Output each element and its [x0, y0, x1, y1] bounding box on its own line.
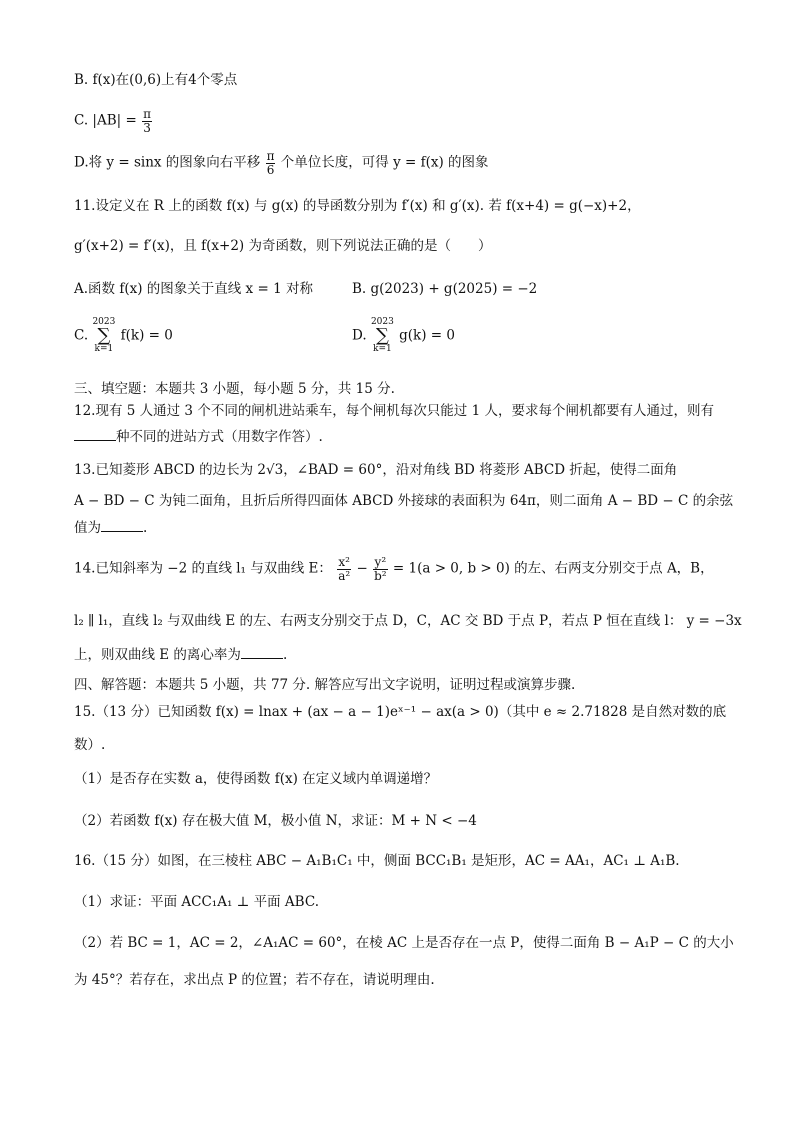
summation-lower: k=1 [94, 344, 114, 354]
q16-part2-line2: 为 45°？若存在，求出点 P 的位置；若不存在，请说明理由. [74, 972, 435, 988]
q11-option-c-label: C. [74, 327, 89, 344]
q14-line2: l₂ ∥ l₁，直线 l₂ 与双曲线 E 的左、右两支分别交于点 D，C，AC 交 BD 于点 P，若点 P 恒在直线 l： y = −3x [74, 613, 742, 629]
q14-line1 [74, 556, 714, 582]
fraction-denominator: a² [338, 568, 351, 583]
q12-line1: 12.现有 5 人通过 3 个不同的闸机进站乘车，每个闸机每次只能过 1 人，要求每个闸机都要有人通过，则有 [74, 403, 714, 419]
fraction-numerator: y² [374, 555, 387, 569]
q12-line2-text: 种不同的进站方式（用数字作答）. [116, 429, 323, 445]
section-3-heading: 三、填空题：本题共 3 小题，每小题 5 分，共 15 分. [74, 381, 395, 397]
q11-option-d [352, 318, 455, 354]
q12-line2 [74, 428, 323, 446]
answer-blank[interactable] [74, 428, 116, 441]
q11-option-b: B. g(2023) + g(2025) = −2 [352, 281, 538, 297]
fraction-numerator: π [143, 107, 151, 121]
q10-option-d-suffix: 个单位长度，可得 y = f(x) 的图象 [280, 154, 489, 171]
q16-line1: 16.（15 分）如图，在三棱柱 ABC − A₁B₁C₁ 中，侧面 BCC₁B₁ 是矩形，AC = AA₁，AC₁ ⊥ A₁B. [74, 853, 680, 869]
q11-option-c [74, 318, 173, 354]
answer-blank[interactable] [241, 646, 283, 659]
fraction-denominator: 3 [143, 120, 151, 135]
q15-line1: 15.（13 分）已知函数 f(x) = lnax + (ax − a − 1)eˣ⁻¹ − ax(a > 0)（其中 e ≈ 2.71828 是自然对数的底 [74, 704, 727, 720]
q11-stem-line2: g′(x+2) = f′(x)，且 f(x+2) 为奇函数，则下列说法正确的是（ ） [74, 238, 492, 254]
sigma-icon: ∑ [375, 325, 389, 346]
fraction [337, 556, 351, 582]
summation [371, 318, 394, 354]
q11-option-d-expr: g(k) = 0 [399, 327, 455, 344]
fraction-denominator: 6 [266, 162, 275, 177]
q15-part2: （2）若函数 f(x) 存在极大值 M，极小值 N，求证：M + N < −4 [74, 813, 477, 829]
fraction-numerator: π [266, 149, 275, 163]
q11-option-a: A.函数 f(x) 的图象关于直线 x = 1 对称 [74, 281, 313, 297]
q16-part1: （1）求证：平面 ACC₁A₁ ⊥ 平面 ABC. [74, 894, 319, 910]
q15-part1: （1）是否存在实数 a，使得函数 f(x) 在定义域内单调递增？ [74, 771, 438, 787]
sigma-icon: ∑ [97, 325, 111, 346]
fraction [266, 150, 276, 176]
minus-sign: − [356, 560, 368, 577]
q13-line1: 13.已知菱形 ABCD 的边长为 2√3，∠BAD = 60°，沿对角线 BD 将菱形 ABCD 折起，使得二面角 [74, 462, 678, 478]
q10-option-b: B. f(x)在(0,6)上有4个零点 [74, 72, 238, 88]
q13-line3-prefix: 值为 [74, 520, 101, 536]
summation-upper: 2023 [370, 317, 394, 327]
q10-option-c [74, 108, 153, 134]
q11-stem-line1: 11.设定义在 R 上的函数 f(x) 与 g(x) 的导函数分别为 f′(x) 和 g′(x). 若 f(x+4) = g(−x)+2， [74, 198, 641, 214]
q11-option-d-label: D. [352, 327, 367, 344]
q14-line3-suffix: . [282, 647, 288, 663]
q10-option-d-prefix: D.将 y = sinx 的图象向右平移 [74, 154, 261, 171]
q14-line3 [74, 646, 287, 664]
fraction [142, 108, 152, 134]
q13-line2: A − BD − C 为钝二面角，且折后所得四面体 ABCD 外接球的表面积为 64π，则二面角 A − BD − C 的余弦 [74, 493, 734, 509]
section-4-heading: 四、解答题：本题共 5 小题，共 77 分. 解答应写出文字说明，证明过程或演算步骤. [74, 677, 576, 693]
q14-line3-prefix: 上，则双曲线 E 的离心率为 [74, 647, 241, 663]
q13-line3 [74, 519, 147, 537]
summation-lower: k=1 [373, 344, 392, 354]
fraction [373, 556, 388, 582]
q10-option-c-text: C. |AB| = [74, 112, 137, 129]
answer-blank[interactable] [101, 519, 143, 532]
q16-part2-line1: （2）若 BC = 1，AC = 2，∠A₁AC = 60°，在棱 AC 上是否存在一点 P，使得二面角 B − A₁P − C 的大小 [74, 935, 734, 951]
summation [92, 318, 115, 354]
q14-line1-prefix: 14.已知斜率为 −2 的直线 l₁ 与双曲线 E： [74, 560, 332, 577]
summation-upper: 2023 [92, 317, 116, 327]
fraction-denominator: b² [374, 568, 387, 583]
q14-line1-suffix: = 1(a > 0, b > 0) 的左、右两支分别交于点 A，B， [392, 560, 714, 577]
q15-line2: 数）. [74, 737, 106, 753]
q10-option-d [74, 150, 489, 176]
q11-option-c-expr: f(k) = 0 [120, 327, 173, 344]
fraction-numerator: x² [338, 555, 350, 569]
q13-line3-suffix: . [143, 520, 148, 536]
